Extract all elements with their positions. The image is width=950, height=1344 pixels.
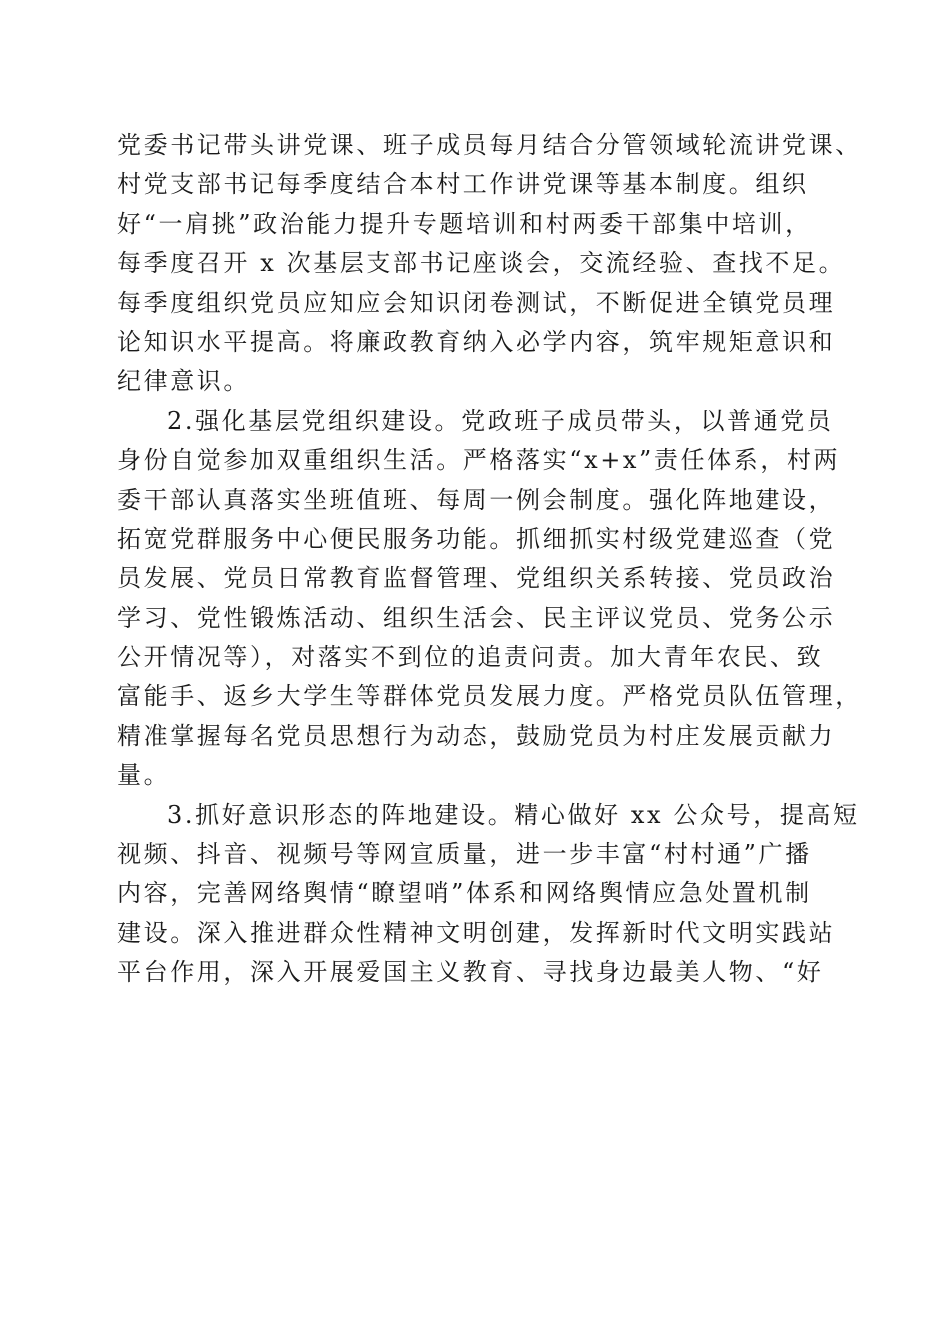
text-line: 量。 [117, 761, 171, 790]
text-line: 纪律意识。 [117, 367, 250, 396]
text-line: 委干部认真落实坐班值班、每周一例会制度。强化阵地建设， [117, 485, 836, 514]
text-line: 每季度召开 x 次基层支部书记座谈会，交流经验、查找不足。 [117, 249, 846, 278]
text-line: 身份自觉参加双重组织生活。严格落实“x+x”责任体系，村两 [117, 446, 841, 475]
text-line: 党委书记带头讲党课、班子成员每月结合分管领域轮流讲党课、 [117, 131, 862, 159]
text-line: 富能手、返乡大学生等群体党员发展力度。严格党员队伍管理， [117, 682, 862, 711]
text-line: 平台作用，深入开展爱国主义教育、寻找身边最美人物、“好 [117, 958, 824, 987]
text-line: 内容，完善网络舆情“瞭望哨”体系和网络舆情应急处置机制 [117, 879, 812, 908]
document-body [117, 126, 862, 993]
text-line: 精准掌握每名党员思想行为动态，鼓励党员为村庄发展贡献力 [117, 721, 836, 750]
text-line: 员发展、党员日常教育监督管理、党组织关系转接、党员政治 [117, 564, 836, 593]
text-line: 视频、抖音、视频号等网宣质量，进一步丰富“村村通”广播 [117, 840, 812, 869]
text-line: 村党支部书记每季度结合本村工作讲党课等基本制度。组织 [117, 170, 809, 199]
text-line: 公开情况等），对落实不到位的追责问责。加大青年农民、致 [117, 643, 824, 672]
section-heading-line: 3.抓好意识形态的阵地建设。精心做好 xx 公众号，提高短 [167, 800, 860, 829]
text-line: 建设。深入推进群众性精神文明创建，发挥新时代文明实践站 [117, 918, 836, 947]
section-heading-line: 2.强化基层党组织建设。党政班子成员带头，以普通党员 [167, 406, 834, 435]
text-line: 好“一肩挑”政治能力提升专题培训和村两委干部集中培训， [117, 209, 812, 238]
text-line: 论知识水平提高。将廉政教育纳入必学内容，筑牢规矩意识和 [117, 327, 836, 356]
text-line: 每季度组织党员应知应会知识闭卷测试，不断促进全镇党员理 [117, 288, 836, 317]
text-line: 学习、党性锻炼活动、组织生活会、民主评议党员、党务公示 [117, 603, 836, 632]
text-line: 拓宽党群服务中心便民服务功能。抓细抓实村级党建巡查（党 [117, 524, 836, 553]
